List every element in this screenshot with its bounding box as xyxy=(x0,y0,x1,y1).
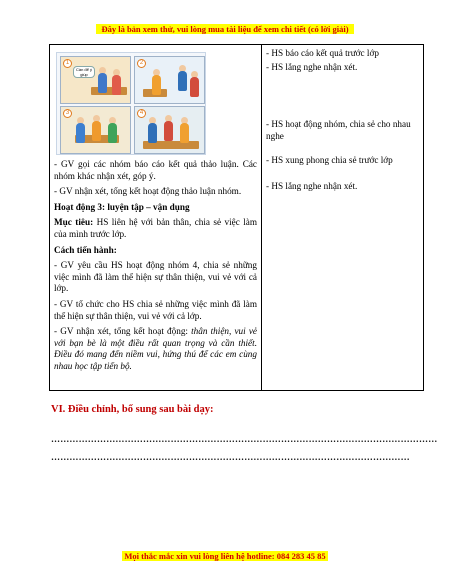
student-step-listen-1: - HS lắng nghe nhận xét. xyxy=(266,61,358,72)
goal-text: HS liên hệ với bản thân, chia sẻ việc làm của mình trước lớp. xyxy=(54,217,258,239)
teacher-step-group-share: - GV yêu cầu HS hoạt động nhóm 4, chia sẻ những việc mình đã làm thể hiện sự thân thiện, vui vẻ với cả lớp. xyxy=(54,260,257,294)
student-step-volunteer: - HS xung phong chia sẻ trước lớp xyxy=(266,155,393,166)
student-step-group: - HS hoạt động nhóm, chia sẻ cho nhau nghe xyxy=(266,119,411,141)
lesson-table xyxy=(49,44,424,391)
illustration-panel-1: 1 Cần để ý giúp xyxy=(60,56,131,104)
illustration-panel-3: 3 xyxy=(60,106,131,154)
illustration-panel-4: 4 xyxy=(134,106,205,154)
teacher-step-class-share: - GV tổ chức cho HS chia sẻ những việc mình đã làm thể hiện sự thân thiện, vui vẻ với cả lớp. xyxy=(54,298,257,321)
preview-banner: Đây là bản xem thử, vui lòng mua tài liệu để xem chi tiết (có lời giải) xyxy=(96,24,354,34)
activity-3-title: Hoạt động 3: luyện tập – vận dụng xyxy=(54,201,190,212)
teacher-step-report: - GV gọi các nhóm báo cáo kết quả thảo luận. Các nhóm khác nhận xét, góp ý. xyxy=(54,159,257,181)
hotline-text: Mọi thắc mắc xin vui lòng liên hệ hotline: 084 283 45 85 xyxy=(124,551,326,561)
conclusion-intro: - GV nhận xét, tổng kết hoạt động: xyxy=(54,326,192,337)
teacher-activities-cell xyxy=(50,45,262,391)
speech-bubble: Cần để ý giúp xyxy=(73,66,95,78)
teacher-step-conclusion xyxy=(54,326,257,372)
illustration-panel-2: 2 xyxy=(134,56,205,104)
student-activities-cell xyxy=(262,45,424,391)
conclusion-italic: thân thiện, vui vẻ với bạn bè là một điều rất quan trọng và cần thiết. Điều đó mang đến niềm vui, hứng thú để các em cùng nhau học tập tiến bộ. xyxy=(54,326,257,371)
dotted-line-2: ……………………………………………………………………………………………………… xyxy=(51,452,410,462)
activity-goal xyxy=(54,217,257,240)
footer xyxy=(0,546,450,564)
method-label: Cách tiến hành: xyxy=(54,244,117,255)
adjustment-section-title: VI. Điều chỉnh, bổ sung sau bài dạy: xyxy=(51,404,214,415)
classroom-activity-illustration xyxy=(56,52,206,155)
goal-label: Mục tiêu: xyxy=(54,217,94,228)
student-step-listen-2: - HS lắng nghe nhận xét. xyxy=(266,180,358,191)
dotted-line-1: ……………………………………………………………………………………………………………… xyxy=(51,434,438,444)
student-step-report: - HS báo cáo kết quả trước lớp xyxy=(266,48,379,58)
teacher-step-summary: - GV nhận xét, tổng kết hoạt động thảo luận nhóm. xyxy=(54,186,242,197)
